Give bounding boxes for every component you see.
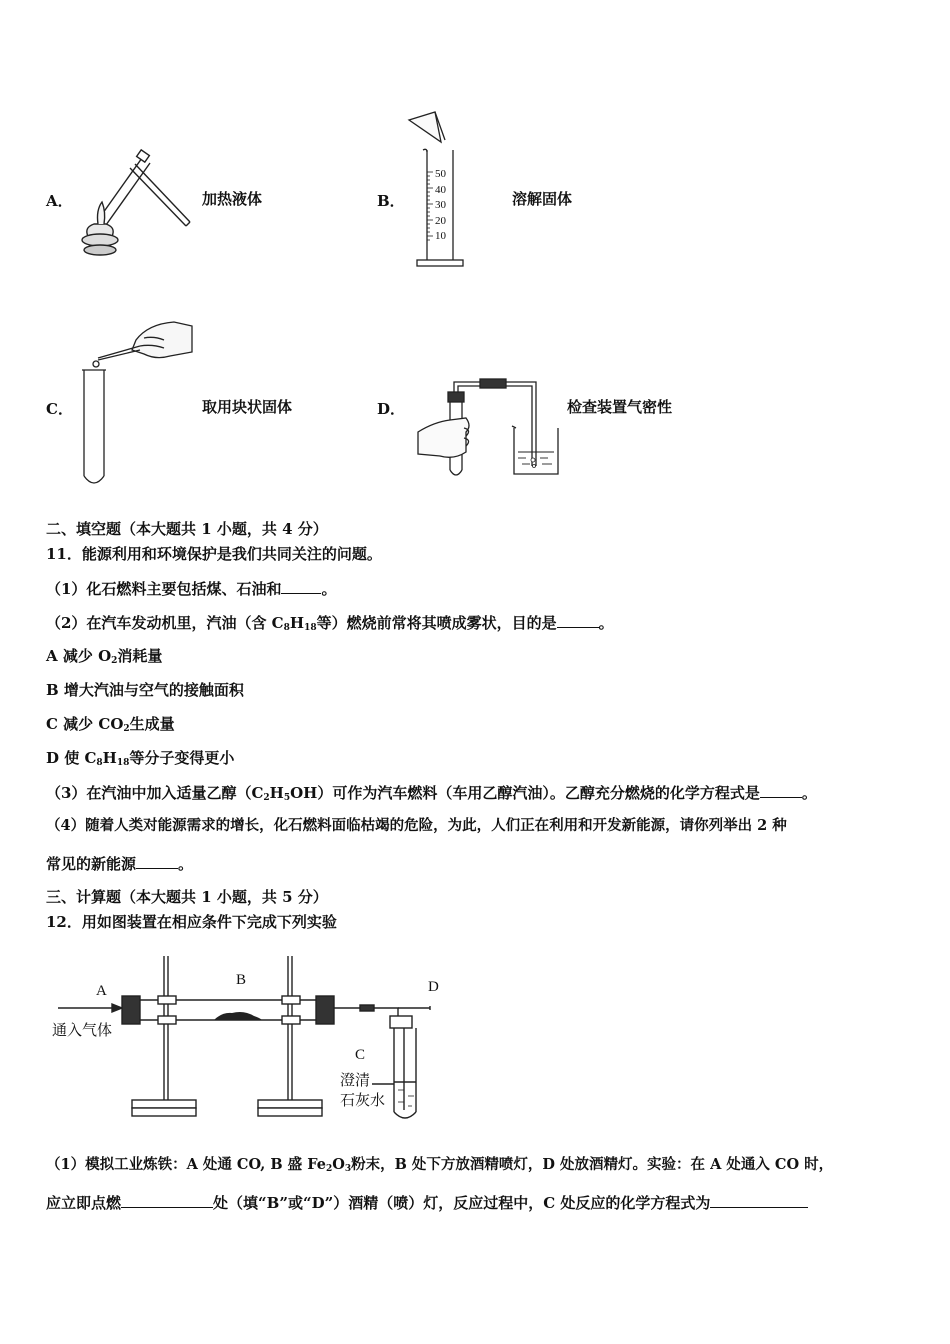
option-d-caption: 检查装置气密性 <box>567 398 673 416</box>
section-3-heading: 三、计算题（本大题共 1 小题，共 5 分） <box>46 888 328 906</box>
answer-blank[interactable] <box>760 782 802 798</box>
diagram-limewater-label-1: 澄清 <box>340 1071 371 1089</box>
q11-option-b: B 增大汽油与空气的接触面积 <box>46 681 244 699</box>
option-a-caption: 加热液体 <box>202 190 263 208</box>
cylinder-tick-30: 30 <box>435 199 446 211</box>
option-c-letter: C． <box>46 400 73 418</box>
option-b-letter: B． <box>377 192 405 210</box>
diagram-label-a: A <box>96 983 107 999</box>
cylinder-tick-40: 40 <box>435 183 446 196</box>
q11-part3: （3）在汽油中加入适量乙醇$(C_2H_5OH)$可作为汽车燃料（车用乙醇汽油）。乙醇充分燃烧的化学方程式是 。 <box>46 784 817 803</box>
answer-blank[interactable] <box>121 1192 213 1208</box>
diagram-label-b: B <box>236 972 247 988</box>
section-2-heading: 二、填空题（本大题共 1 小题，共 4 分） <box>46 520 328 538</box>
q11-part1: （1）化石燃料主要包括煤、石油和 。 <box>46 580 337 598</box>
option-d-letter: D． <box>377 400 406 418</box>
diagram-label-d: D <box>428 979 439 995</box>
diagram-limewater-label-2: 石灰水 <box>340 1091 386 1109</box>
q11-option-c: C 减少 $CO_2$生成量 <box>46 715 175 734</box>
cylinder-tick-10: 10 <box>435 230 446 242</box>
option-b-caption: 溶解固体 <box>512 190 573 208</box>
q11-part4-line1: （4）随着人类对能源需求的增长，化石燃料面临枯竭的危险，为此，人们正在利用和开发新能源，请你列举出 2 种 <box>46 817 787 834</box>
q11-part4-line2: 常见的新能源 。 <box>46 855 194 873</box>
q12-stem: 12．用如图装置在相应条件下完成下列实验 <box>46 913 337 931</box>
heating-liquid-illustration <box>76 148 196 260</box>
answer-blank[interactable] <box>557 612 599 628</box>
airtightness-check-illustration <box>414 370 564 480</box>
diagram-label-c: C <box>355 1047 366 1063</box>
q11-stem: 11．能源利用和环境保护是我们共同关注的问题。 <box>46 545 382 563</box>
answer-blank[interactable] <box>136 853 178 869</box>
q12-part1-line1: （1）模拟工业炼铁：A 处通 CO, B 盛 $Fe_2O_3$粉末，B 处下方放酒精喷灯，D 处放酒精灯。实验：在 A 处通入 CO 时， <box>46 1156 834 1174</box>
q11-option-a: A 减少 $O_2$消耗量 <box>46 647 163 666</box>
answer-blank[interactable] <box>281 578 321 594</box>
q12-part1-line2: 应立即点燃 处（填“B”或“D”）酒精（喷）灯，反应过程中，C 处反应的化学方程式为 <box>46 1192 808 1213</box>
option-a-letter: A． <box>46 192 73 210</box>
option-c-caption: 取用块状固体 <box>202 398 293 416</box>
answer-blank[interactable] <box>710 1192 808 1208</box>
q11-part2: （2）在汽车发动机里，汽油（含 $C_8H_{18}$等）燃烧前常将其喷成雾状，目的是 。 <box>46 614 614 633</box>
diagram-gas-in-label: 通入气体 <box>52 1021 113 1039</box>
cylinder-tick-20: 20 <box>435 214 446 227</box>
solid-block-illustration <box>78 318 198 486</box>
cylinder-tick-50: 50 <box>435 168 446 180</box>
q11-option-d: D 使 $C_8H_{18}$等分子变得更小 <box>46 749 235 768</box>
